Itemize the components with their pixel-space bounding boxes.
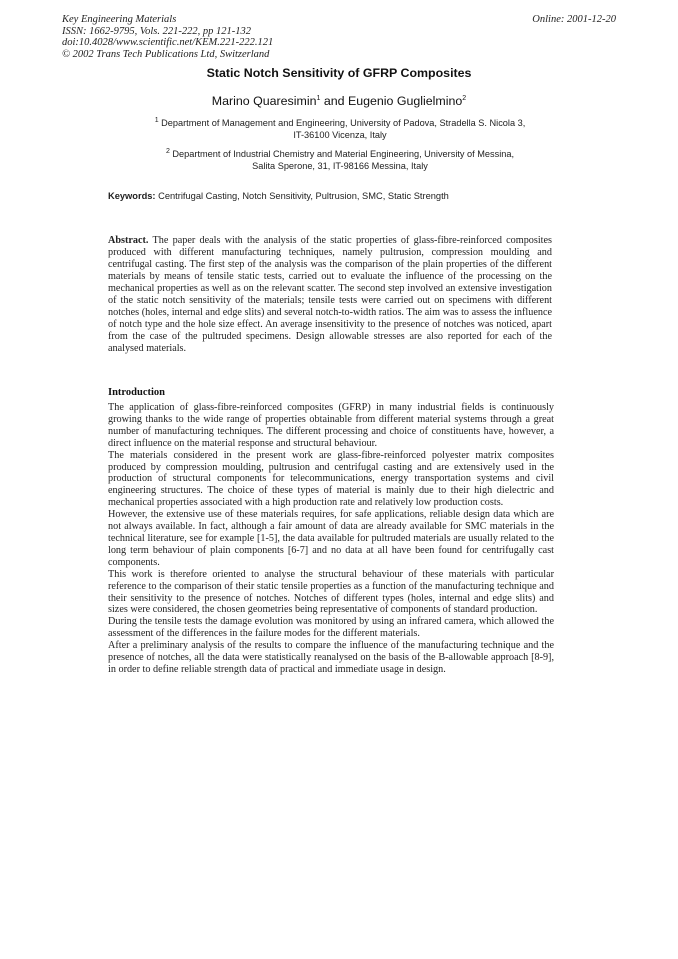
affiliation-line: Department of Management and Engineering, University of Padova, Stradella S. Nicola 3, <box>161 118 526 128</box>
online-date: Online: 2001-12-20 <box>532 14 616 25</box>
keywords <box>108 191 449 201</box>
journal-info <box>62 14 273 60</box>
paragraph: The application of glass-fibre-reinforced composites (GFRP) in many industrial fields is continuously growing thanks to the wide range of properties obtainable from different material systems through a great number of manufacturing techniques. The different processing and choice of constituents have, however, a direct influence on the material response and structural behaviour. <box>108 402 554 449</box>
abstract-label: Abstract. <box>108 235 149 246</box>
affiliation <box>100 117 580 142</box>
affiliation-mark: 1 <box>154 116 159 124</box>
paragraph: After a preliminary analysis of the results to compare the influence of the manufacturing technique and the presence of notches, all the data were statistically reanalysed on the basis of the B-allowable approach [8-9], in order to define reliable strength data of practical and immediate usage in design. <box>108 640 554 675</box>
keywords-text: Centrifugal Casting, Notch Sensitivity, Pultrusion, SMC, Static Strength <box>155 191 449 201</box>
author-connector: and <box>320 94 348 108</box>
journal-doi: doi:10.4028/www.scientific.net/KEM.221-222.121 <box>62 37 274 49</box>
author-line <box>0 94 678 108</box>
paper-title: Static Notch Sensitivity of GFRP Composites <box>206 66 472 80</box>
affiliation-line: IT-36100 Vicenza, Italy <box>293 130 387 141</box>
abstract <box>108 235 552 355</box>
author-affil-mark: 1 <box>316 94 321 102</box>
paragraph: The materials considered in the present work are glass-fibre-reinforced polyester matrix composites produced by compression moulding, pultrusion and centrifugal casting and are extensively used in the production of structural components for telecommunications, energy transportation systems and civil engineering structures. The choice of these types of material is mainly due to their high dielectric and mechanical properties associated with a high production rate and relatively low production costs. <box>108 449 554 509</box>
abstract-text: The paper deals with the analysis of the static properties of glass-fibre-reinforced composites produced with different manufacturing techniques, namely pultrusion, compression moulding and centrifugal casting. The first step of the analysis was the comparison of the plain properties of the different materials by means of tensile static tests, carried out to evaluate the influence of the processing on the mechanical properties as well as on the relevant scatter. The second step involved an extensive investigation of the static notch sensitivity of the materials; tensile tests were carried out on specimens with different notches (holes, internal and edge slits) and several notch-to-width ratios. The aim was to assess the influence of notch type and the hole size effect. An average insensitivity to the presence of notches was noticed, apart from the case of the pultruded specimens. Design allowable stresses are also reported for each of the analysed materials. <box>108 235 552 354</box>
affiliation <box>100 148 580 173</box>
paragraph: However, the extensive use of these materials requires, for safe applications, reliable design data which are not always available. In fact, although a fair amount of data are already available for SMC materials in the technical literature, see for example [1-5], the data available for pultruded materials are usually related to the long term behaviour of plain components [6-7] and no data at all have been found for centrifugally cast components. <box>108 509 554 568</box>
keywords-label: Keywords: <box>108 191 156 201</box>
affiliation-mark: 2 <box>165 147 170 155</box>
author-name: Marino Quaresimin <box>211 94 317 108</box>
affiliation-line: Department of Industrial Chemistry and Material Engineering, University of Messina, <box>172 149 515 159</box>
section-heading: Introduction <box>108 387 165 398</box>
journal-issn: ISSN: 1662-9795, Vols. 221-222, pp 121-132 <box>62 25 251 37</box>
paragraph: This work is therefore oriented to analyse the structural behaviour of these materials with particular reference to the comparison of their static tensile properties as a function of the manufacturing technique and their sensitivity to the presence of notches. Notches of different types (holes, internal and edge slits) and sizes were considered, the chosen geometries being representative of components of standard production. <box>108 568 554 616</box>
journal-name: Key Engineering Materials <box>62 14 177 25</box>
paragraph: During the tensile tests the damage evolution was monitored by using an infrared camera, which allowed the assessment of the differences in the failure modes for the different materials. <box>108 616 554 640</box>
author-affil-mark: 2 <box>462 94 467 102</box>
journal-copyright: © 2002 Trans Tech Publications Ltd, Switzerland <box>62 48 270 60</box>
author-name: Eugenio Guglielmino <box>347 94 463 108</box>
affiliation-line: Salita Sperone, 31, IT-98166 Messina, Italy <box>252 161 428 172</box>
introduction-body <box>108 402 554 676</box>
